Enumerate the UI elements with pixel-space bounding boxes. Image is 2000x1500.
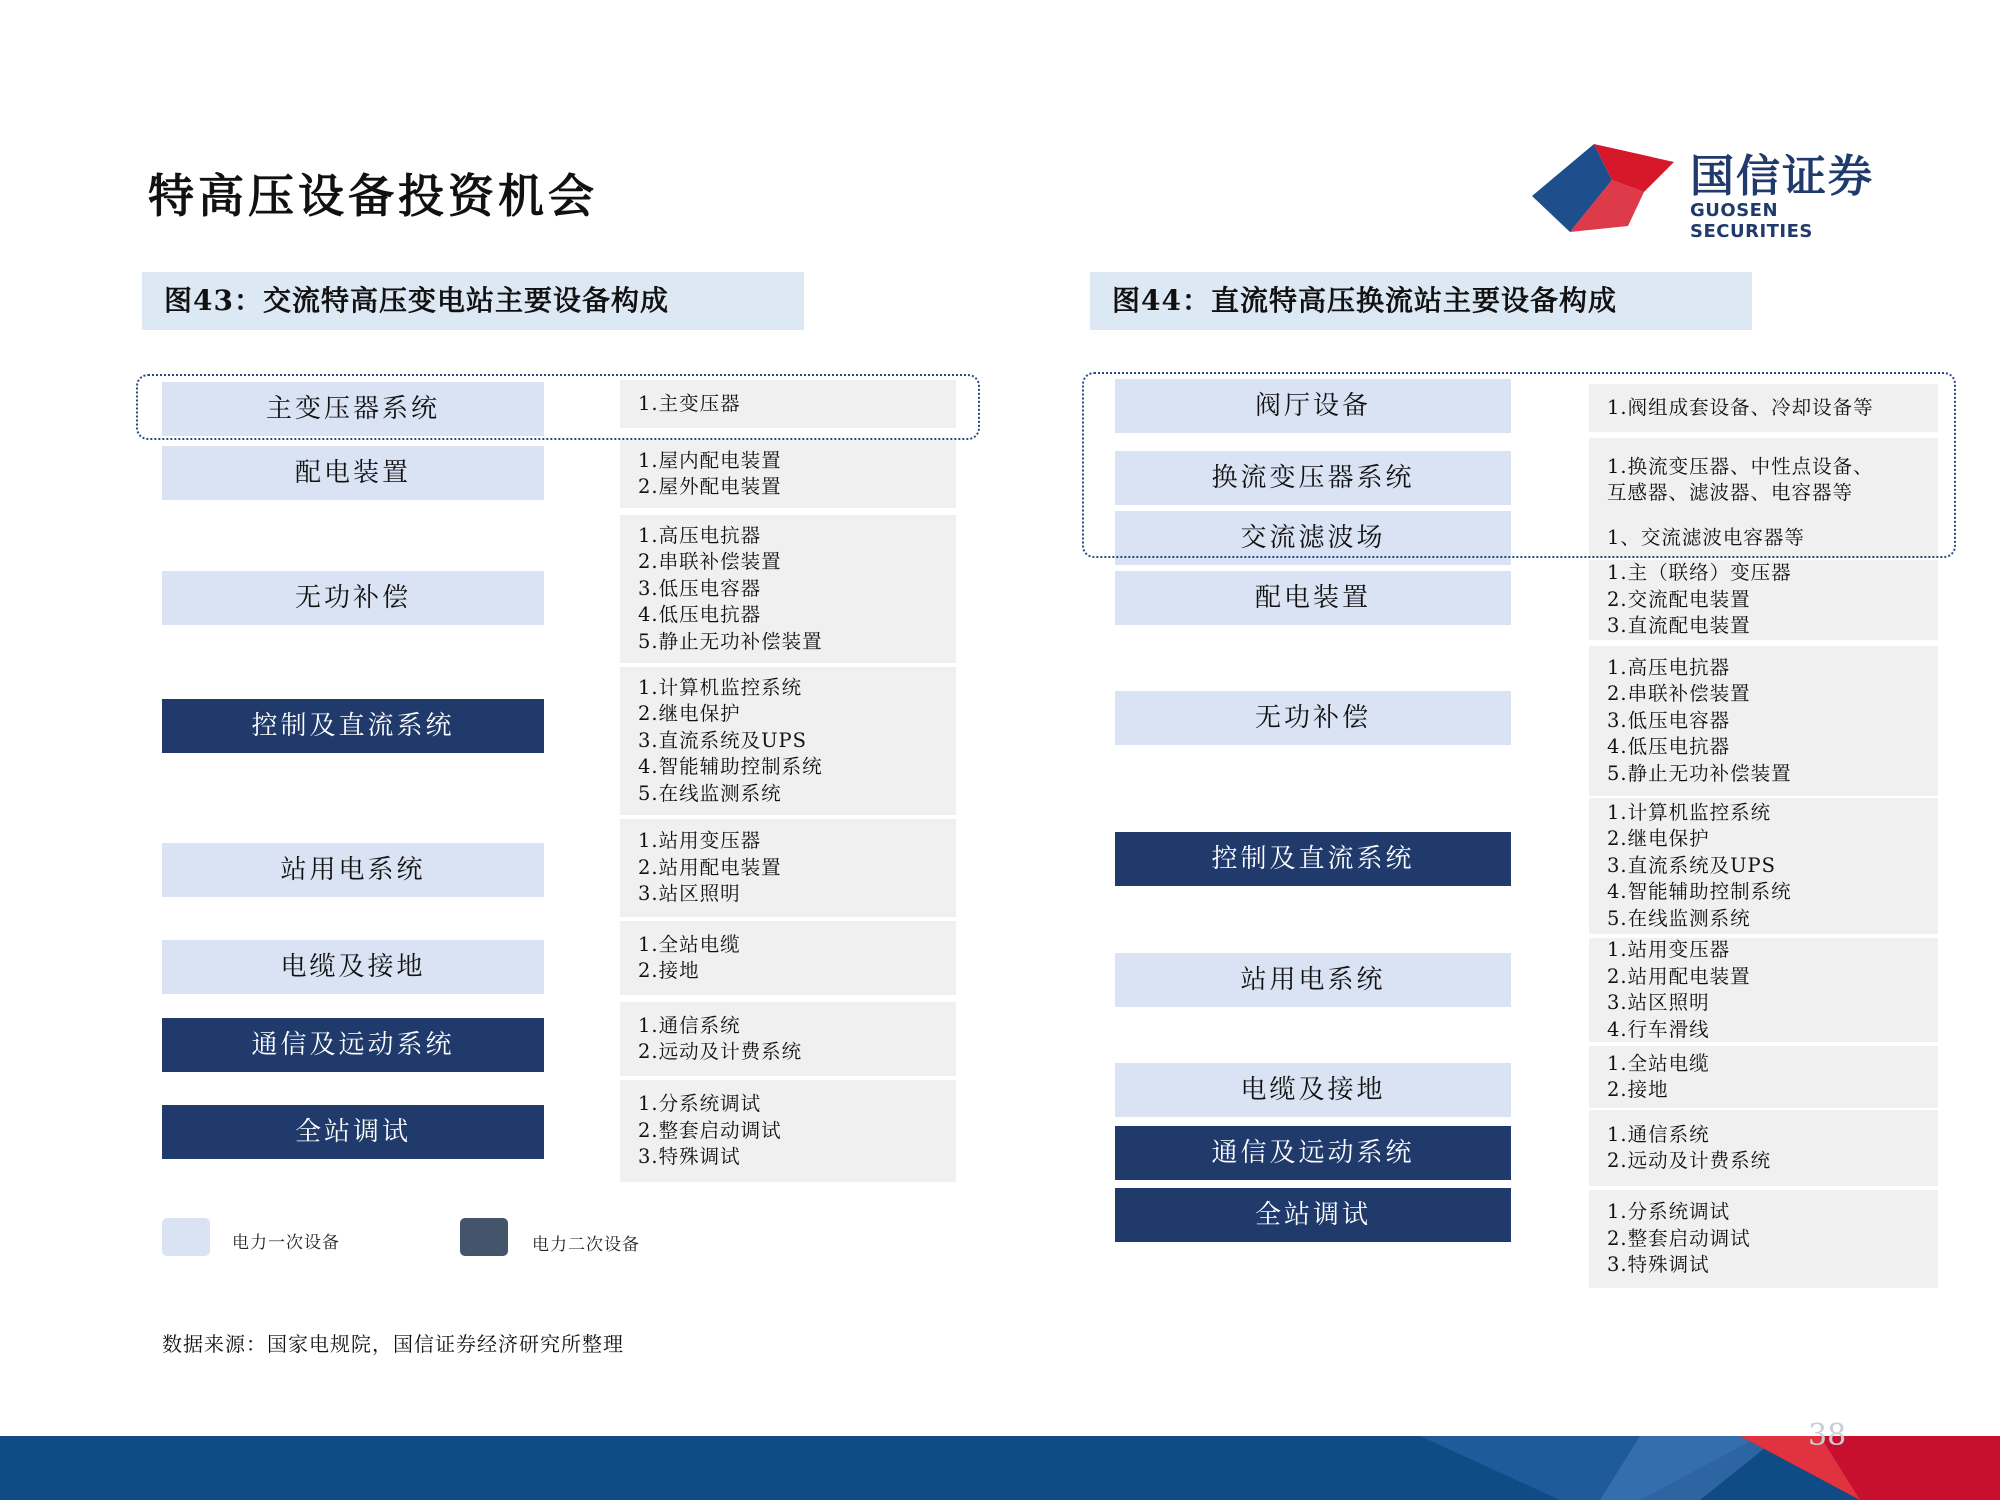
fig44-category-row-3: 配电装置 [1115, 571, 1511, 625]
legend-primary-swatch [162, 1218, 210, 1256]
description-item: 3.特殊调试 [638, 1145, 741, 1169]
description-item: 1.阀组成套设备、冷却设备等 [1607, 395, 1874, 419]
description-item: 1.分系统调试 [638, 1092, 762, 1116]
description-item: 1.计算机监控系统 [1607, 800, 1772, 824]
description-item: 1.全站电缆 [638, 932, 741, 956]
legend-primary-label: 电力一次设备 [232, 1233, 340, 1253]
page-title: 特高压设备投资机会 [148, 169, 598, 223]
description-item: 5.静止无功补偿装置 [638, 629, 823, 653]
description-item: 3.直流系统及UPS [638, 728, 808, 752]
fig43-description-row-4 [620, 819, 956, 917]
fig44-category-row-5: 控制及直流系统 [1115, 832, 1511, 886]
fig43-description-row-5 [620, 921, 956, 995]
description-item: 2.接地 [638, 959, 700, 982]
description-item: 5.在线监测系统 [638, 781, 782, 805]
fig44-highlight-box [1082, 372, 1956, 558]
fig43-category-row-1: 配电装置 [162, 446, 544, 500]
fig44-title: 图44：直流特高压换流站主要设备构成 [1090, 272, 1752, 330]
description-item: 1.换流变压器、中性点设备、 [1607, 454, 1874, 478]
description-item: 2.整套启动调试 [1607, 1226, 1751, 1250]
fig44-category-row-9: 全站调试 [1115, 1188, 1511, 1242]
description-item: 3.直流配电装置 [1607, 614, 1751, 638]
description-item: 2.继电保护 [1607, 827, 1710, 851]
logo-text-cn: 国信证券 [1690, 151, 1874, 202]
description-item: 2.整套启动调试 [638, 1118, 782, 1142]
description-item: 1.全站电缆 [1607, 1051, 1710, 1075]
description-item: 5.在线监测系统 [1607, 906, 1751, 930]
fig43-description-row-7 [620, 1080, 956, 1182]
description-item: 4.智能辅助控制系统 [1607, 880, 1792, 904]
fig44-description-row-6 [1589, 938, 1938, 1042]
fig43-description-row-3 [620, 667, 956, 815]
guosen-logo-mark [1532, 140, 1682, 232]
fig44-category-row-7: 电缆及接地 [1115, 1063, 1511, 1117]
description-item: 4.低压电抗器 [1607, 735, 1731, 759]
footer-band [0, 1436, 2000, 1500]
description-item: 互感器、滤波器、电容器等 [1607, 481, 1854, 504]
fig44-description-row-5 [1589, 798, 1938, 934]
fig44-category-row-8: 通信及远动系统 [1115, 1126, 1511, 1180]
description-item: 5.静止无功补偿装置 [1607, 761, 1792, 785]
description-item: 2.站用配电装置 [1607, 964, 1751, 988]
description-item: 2.远动及计费系统 [1607, 1149, 1772, 1172]
description-item: 2.屋外配电装置 [638, 475, 782, 498]
data-source: 数据来源：国家电规院，国信证券经济研究所整理 [162, 1332, 624, 1356]
description-item: 2.串联补偿装置 [638, 550, 782, 574]
description-item: 1.高压电抗器 [1607, 655, 1731, 679]
fig43-description-row-1 [620, 440, 956, 508]
fig43-category-row-5: 电缆及接地 [162, 940, 544, 994]
legend-secondary-label: 电力二次设备 [532, 1235, 640, 1255]
fig44-category-row-0: 阀厅设备 [1115, 379, 1511, 433]
fig43-description-row-6 [620, 1002, 956, 1076]
fig44-description-row-3 [1589, 560, 1938, 640]
description-item: 1.站用变压器 [1607, 938, 1731, 961]
fig43-category-row-4: 站用电系统 [162, 843, 544, 897]
description-item: 3.低压电容器 [1607, 708, 1731, 732]
fig44-category-row-6: 站用电系统 [1115, 953, 1511, 1007]
description-item: 1、交流滤波电容器等 [1607, 525, 1805, 549]
description-item: 2.继电保护 [638, 702, 741, 726]
description-item: 2.远动及计费系统 [638, 1040, 803, 1063]
description-item: 1.分系统调试 [1607, 1200, 1731, 1224]
fig44-category-row-1: 换流变压器系统 [1115, 451, 1511, 505]
description-item: 1.屋内配电装置 [638, 448, 782, 472]
description-item: 1.通信系统 [1607, 1122, 1710, 1146]
description-item: 1.主变压器 [638, 391, 741, 415]
description-item: 4.低压电抗器 [638, 603, 762, 627]
description-item: 1.通信系统 [638, 1013, 741, 1037]
fig44-description-row-7 [1589, 1046, 1938, 1108]
logo-text-en: GUOSEN SECURITIES [1690, 200, 1813, 242]
description-item: 2.站用配电装置 [638, 855, 782, 879]
fig44-category-row-2: 交流滤波场 [1115, 511, 1511, 565]
guosen-logo [1532, 140, 1892, 242]
fig44-description-row-9 [1589, 1190, 1938, 1288]
description-item: 1.主（联络）变压器 [1607, 561, 1792, 585]
description-item: 1.高压电抗器 [638, 523, 762, 547]
description-item: 4.智能辅助控制系统 [638, 755, 823, 779]
description-item: 2.接地 [1607, 1078, 1669, 1101]
description-item: 3.站区照明 [1607, 991, 1710, 1014]
page-number: 38 [1808, 1418, 1847, 1453]
fig44-category-row-4: 无功补偿 [1115, 691, 1511, 745]
description-item: 3.直流系统及UPS [1607, 853, 1777, 877]
description-item: 3.低压电容器 [638, 576, 762, 600]
description-item: 4.行车滑线 [1607, 1017, 1710, 1041]
description-item: 3.特殊调试 [1607, 1253, 1710, 1277]
description-item: 1.计算机监控系统 [638, 675, 803, 699]
fig43-highlight-box [136, 374, 980, 440]
description-item: 2.交流配电装置 [1607, 587, 1751, 611]
fig43-category-row-7: 全站调试 [162, 1105, 544, 1159]
description-item: 3.站区照明 [638, 882, 741, 906]
fig43-description-row-2 [620, 515, 956, 663]
fig43-category-row-6: 通信及远动系统 [162, 1018, 544, 1072]
fig43-title: 图43：交流特高压变电站主要设备构成 [142, 272, 804, 330]
description-item: 2.串联补偿装置 [1607, 682, 1751, 706]
fig43-category-row-0: 主变压器系统 [162, 382, 544, 436]
description-item: 1.站用变压器 [638, 829, 762, 853]
fig43-category-row-3: 控制及直流系统 [162, 699, 544, 753]
fig44-description-row-8 [1589, 1110, 1938, 1186]
fig44-description-row-4 [1589, 646, 1938, 796]
fig43-category-row-2: 无功补偿 [162, 571, 544, 625]
legend-secondary-swatch [460, 1218, 508, 1256]
